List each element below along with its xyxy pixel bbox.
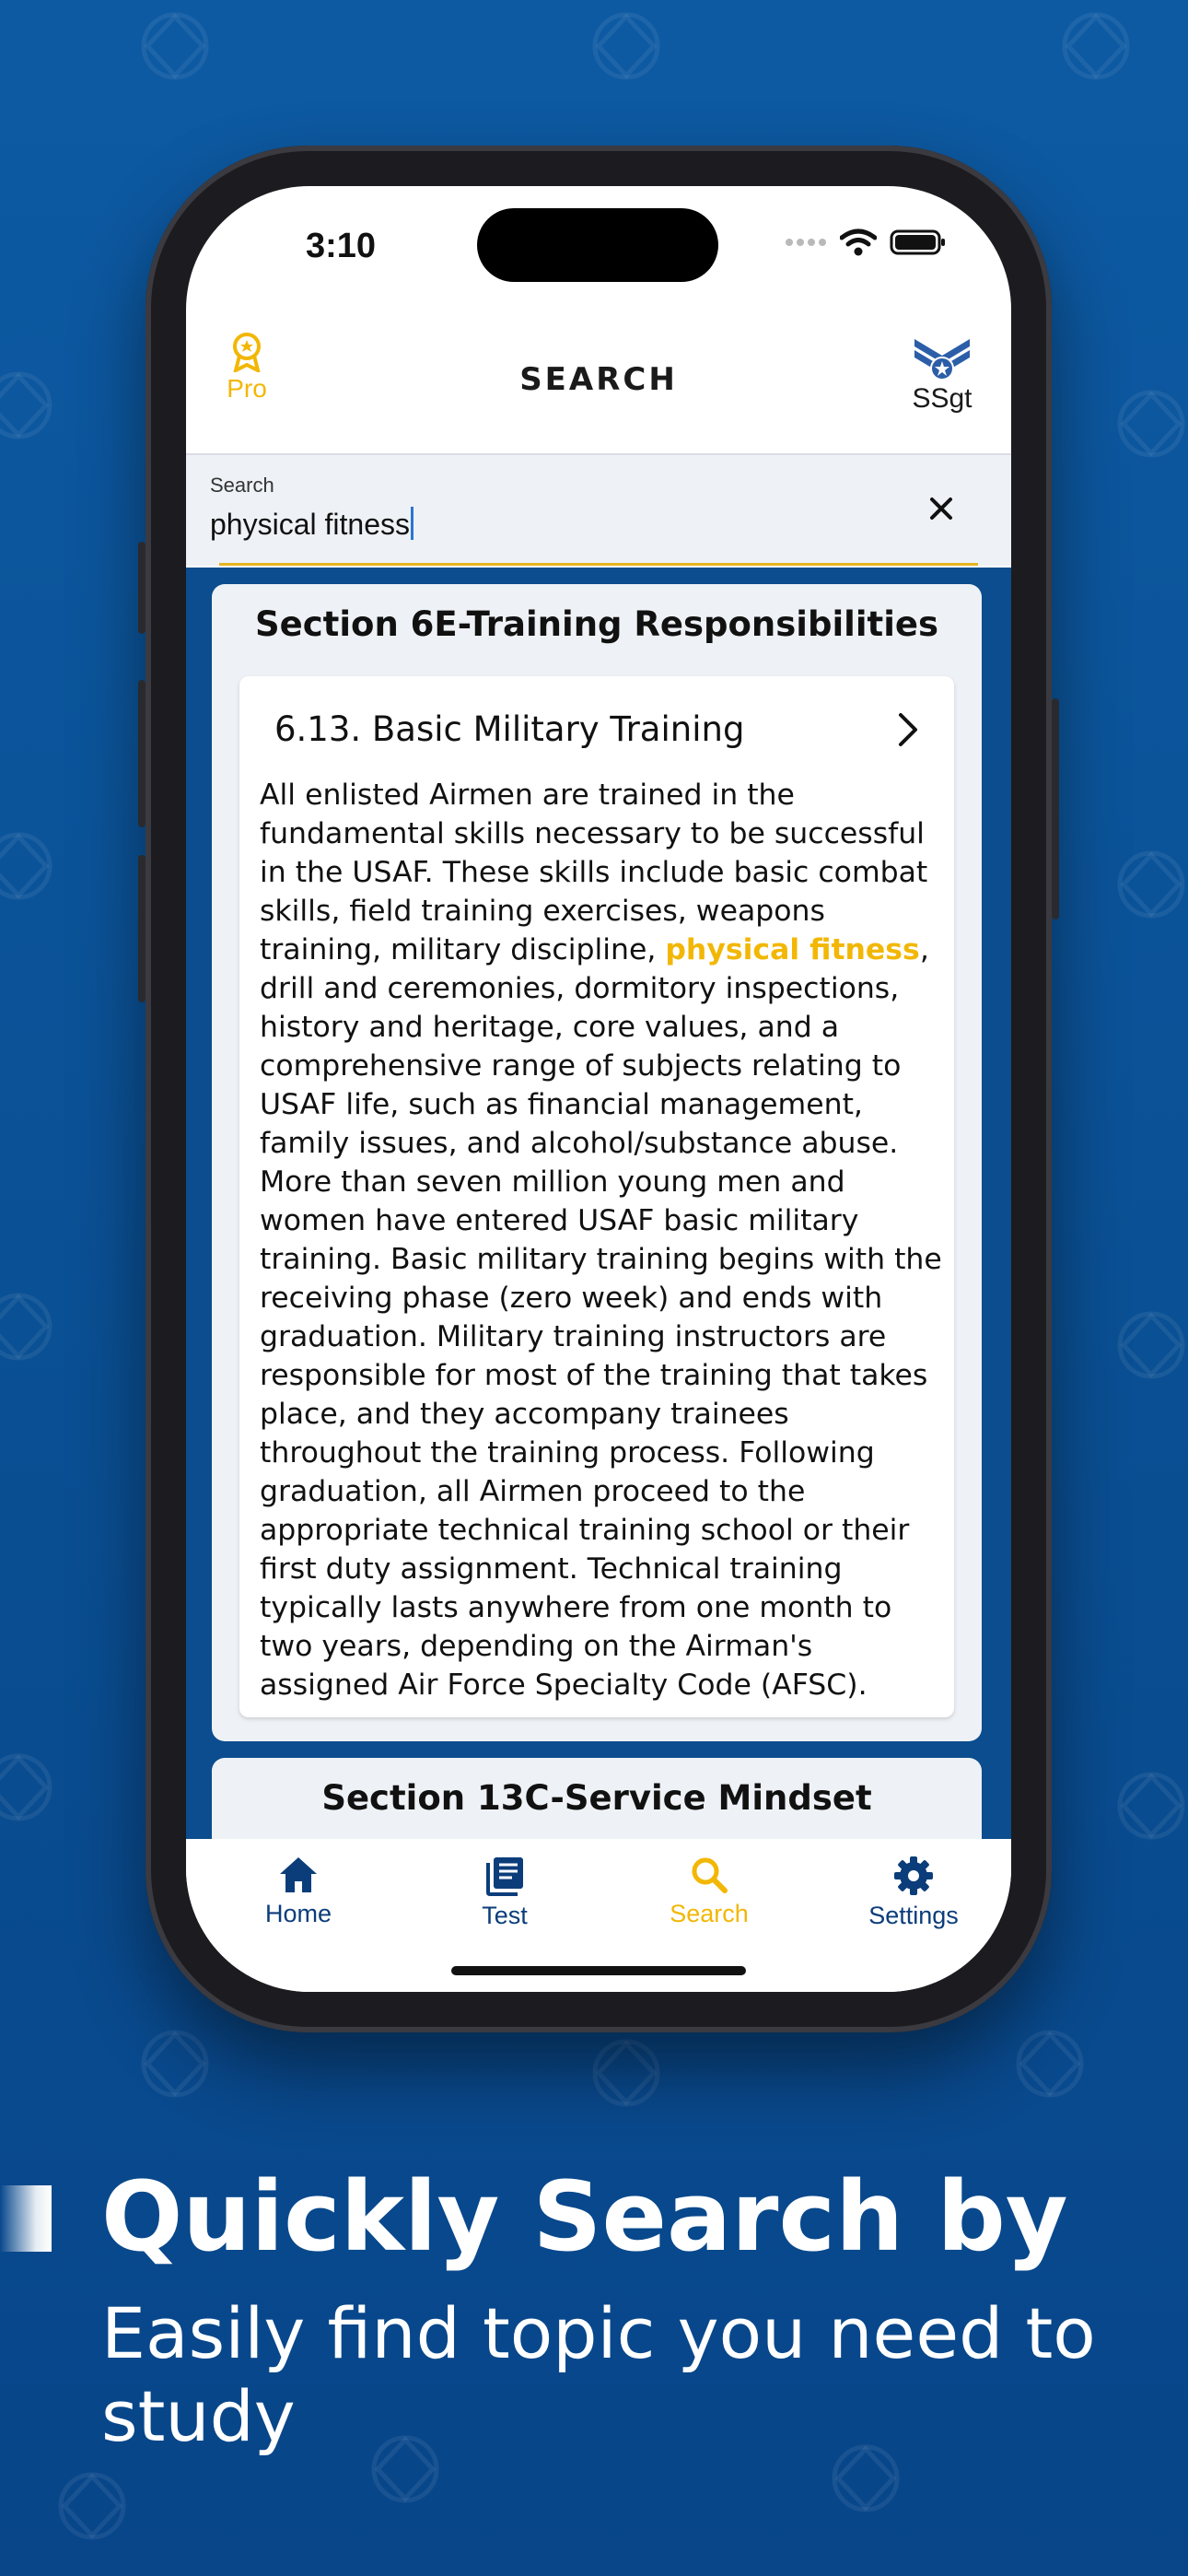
rank-label: SSgt [912, 383, 973, 414]
search-input[interactable] [210, 507, 413, 542]
tab-label: Settings [868, 1902, 959, 1929]
rank-button[interactable] [901, 334, 984, 415]
tab-label: Search [670, 1900, 749, 1927]
phone-side-button [138, 680, 146, 827]
home-indicator [451, 1966, 746, 1975]
article-title: 6.13. Basic Military Training [274, 709, 745, 749]
tab-home[interactable] [225, 1856, 372, 1928]
battery-icon [890, 228, 947, 256]
search-icon [690, 1856, 728, 1894]
phone-side-button [138, 855, 146, 1002]
home-icon [278, 1856, 319, 1894]
search-label: Search [210, 474, 274, 497]
article-text: All enlisted Airmen are trained in the fundamental skills necessary to be successful in the USAF. These skills include basic combat skills, field training exercises, weapons training, military discipline, [260, 779, 928, 966]
result-section [212, 584, 982, 1741]
tab-search[interactable] [635, 1856, 783, 1928]
chevron-right-icon[interactable] [893, 711, 921, 748]
phone-power-button [1052, 698, 1059, 919]
dynamic-island [477, 208, 718, 282]
status-time: 3:10 [306, 227, 377, 265]
signal-icon [785, 236, 827, 249]
search-input-text: physical fitness [210, 508, 410, 541]
gear-icon [893, 1856, 934, 1896]
status-bar [186, 186, 1011, 315]
phone-side-button [138, 542, 146, 634]
section-title: Section 6E-Training Responsibilities [254, 604, 938, 644]
result-section[interactable] [212, 1758, 982, 1839]
article-card[interactable] [239, 676, 954, 1717]
tab-bar [186, 1839, 1011, 1992]
phone-screen [186, 186, 1011, 1992]
search-field[interactable] [186, 455, 1011, 566]
article-text: , drill and ceremonies, dormitory inspections, history and heritage, core values, and a comprehensive range of subjects relating to USAF life, such as financial management, family issues, and alcohol/substance abuse. More than seven million young men and women have entered USAF basic military training. Basic military training begins with the receiving phase (zero week) and ends with graduation. Military training instructors are responsible for most of the training that takes place, and they accompany trainees throughout the training process. Following graduation, all Airmen proceed to the appropriate technical training school or their first duty assignment. Technical training typically lasts anywhere from one month to two years, depending on the Airman's assigned Air Force Specialty Code (AFSC). [260, 933, 942, 1702]
search-underline [219, 563, 978, 566]
rank-insignia-icon [911, 334, 973, 383]
tab-test[interactable] [431, 1856, 578, 1930]
close-icon[interactable] [921, 488, 961, 529]
tab-settings[interactable] [840, 1856, 987, 1930]
page-title: SEARCH [519, 361, 678, 398]
pro-label: Pro [227, 374, 267, 403]
marketing-headline: Quickly Search by [101, 2160, 1068, 2273]
search-results[interactable] [186, 568, 1011, 1839]
section-title: Section 13C-Service Mindset [321, 1778, 872, 1818]
phone-frame [146, 146, 1052, 2032]
book-icon [484, 1856, 525, 1896]
headline-marker [0, 2185, 52, 2252]
wifi-icon [840, 228, 877, 256]
marketing-subline: Easily find topic you need to study [101, 2292, 1096, 2457]
article-body [260, 776, 950, 1704]
app-header [186, 324, 1011, 455]
tab-label: Home [264, 1900, 332, 1927]
status-icons [785, 228, 947, 256]
tab-label: Test [482, 1902, 528, 1929]
text-caret [411, 507, 413, 540]
search-highlight: physical fitness [665, 933, 920, 966]
